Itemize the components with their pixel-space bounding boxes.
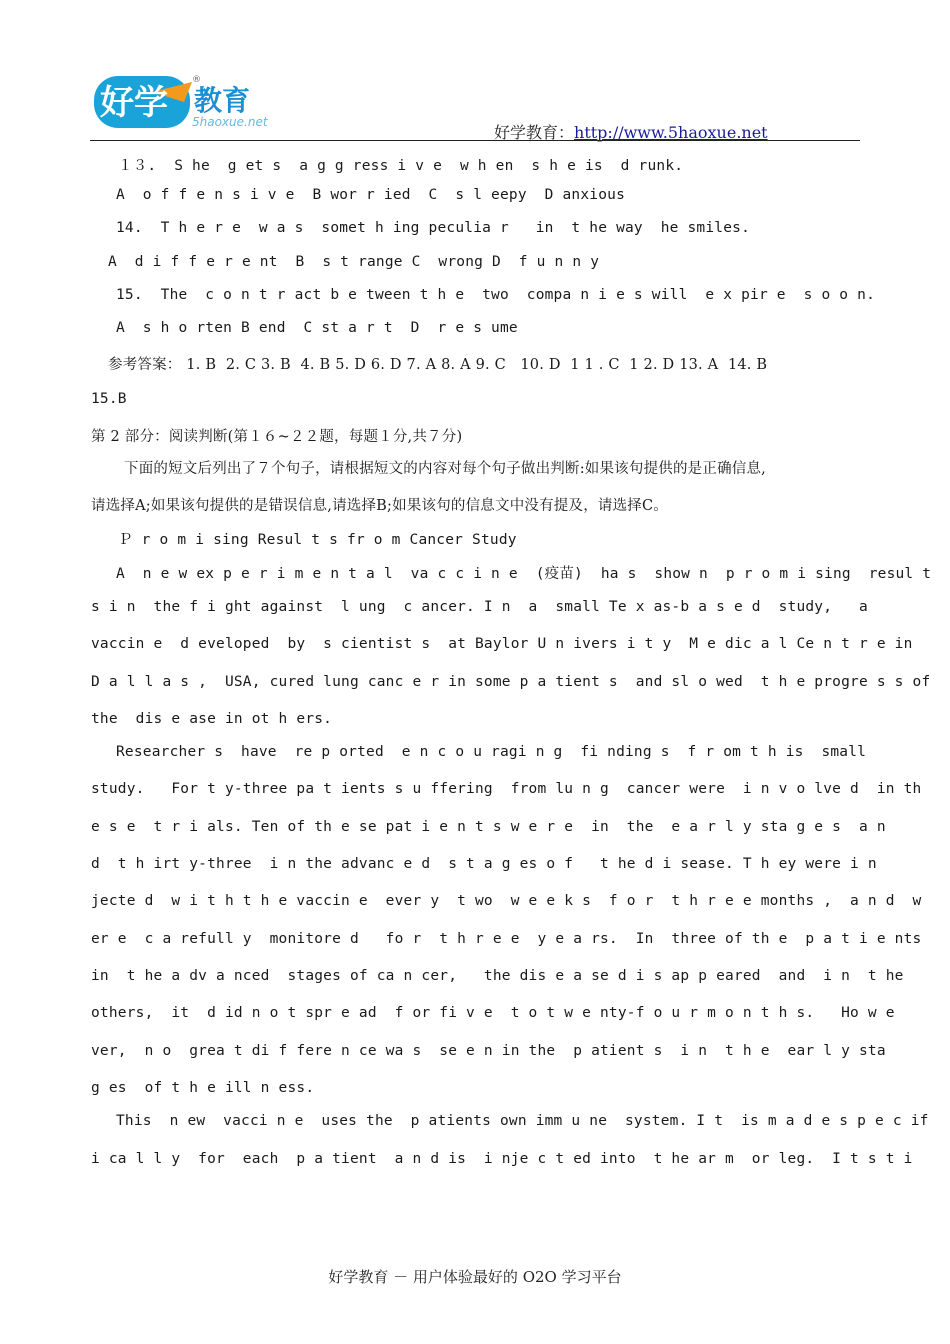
answer-key-cont: 15.B — [91, 391, 127, 407]
passage-line: the dis e ase in ot h ers. — [91, 711, 333, 727]
page-footer: 好学教育 － 用户体验最好的 O2O 学习平台 — [328, 1268, 622, 1286]
passage-line: Researcher s have re p orted e n c o u ragi n g fi nding s f r om t h is small — [116, 744, 867, 760]
question-13: １３. S he g et s a g g ress i v e w h en s h e is d runk. — [118, 158, 684, 174]
passage-line: ver, n o grea t di f fere n ce wa s se e n in the p atient s i n t h e ear l y sta — [91, 1043, 886, 1059]
section-heading: 第 2 部分：阅读判断(第１６~２２题，每题１分,共７分) — [91, 429, 463, 445]
header-divider — [90, 140, 860, 141]
passage-line: s i n the f i ght against l ung c ancer. I n a small Te x as-b a s e d study, a — [91, 599, 868, 615]
passage-line: g es of t h e ill n ess. — [91, 1080, 315, 1096]
passage-line: others, it d id n o t spr e ad f or fi v e t o t w e nty-f o u r m o n t h s. Ho w e — [91, 1005, 895, 1021]
logo-mark-icon — [92, 68, 272, 134]
instructions-line-2: 请选择A;如果该句提供的是错误信息,请选择B;如果该句的信息文中没有提及，请选择C。 — [91, 498, 668, 514]
passage-line: er e c a refull y monitore d fo r t h r e e y e a rs. In three of th e p a t i e nts — [91, 931, 922, 947]
passage-line: D a l l a s , USA, cured lung canc e r in some p a tient s and sl o wed t h e progre s s of — [91, 674, 931, 690]
site-label: 好学教育： — [494, 123, 575, 142]
passage-line: vaccin e d eveloped by s cientist s at Baylor U n ivers i t y M e dic a l Ce n t r e in — [91, 636, 913, 652]
passage-line: e s e t r i als. Ten of th e se pat i e n t s w e r e in the e a r l y sta g e s a n — [91, 819, 886, 835]
logo-text-cn: 好学 — [100, 83, 168, 123]
passage-line: in t he a dv a nced stages of ca n cer, the dis e a se d i s ap p eared and i n t he — [91, 968, 904, 984]
question-15: 15. The c o n t r act b e tween t h e two compa n i e s will e x pir e s o o n. — [116, 287, 876, 303]
logo-text-cn2: 教育 — [194, 84, 251, 117]
passage-title: Ｐ r o m i sing Resul t s fr o m Cancer Study — [118, 532, 517, 548]
question-14-options: A d i f f e r e nt B s t range C wrong D f u n n y — [108, 254, 600, 270]
question-14: 14. T h e r e w a s somet h ing peculia r in t he way he smiles. — [116, 220, 751, 236]
logo-registered-mark: ® — [192, 75, 201, 85]
site-link[interactable]: http://www.5haoxue.net — [574, 123, 768, 142]
answer-key: 参考答案： 1. B 2. C 3. B 4. B 5. D 6. D 7. A 8. A 9. C 10. D 1 1 . C 1 2. D 13. A 14. B — [108, 357, 768, 373]
instructions-line-1: 下面的短文后列出了７个句子，请根据短文的内容对每个句子做出判断:如果该句提供的是正确信息, — [124, 461, 766, 477]
question-13-options: A o f f e n s i v e B wor r ied C s l eepy D anxious — [116, 187, 625, 203]
passage-line: i ca l l y for each p a tient a n d is i nje c t ed into t he ar m or leg. I t s t i — [91, 1151, 913, 1167]
passage-line: jecte d w i t h t h e vaccin e ever y t wo w e e k s f o r t h r e e months , a n d w — [91, 893, 922, 909]
logo-text-en: 5haoxue.net — [192, 115, 268, 129]
passage-line: d t h irt y-three i n the advanc e d s t a g es o f t he d i sease. T h ey were i n — [91, 856, 877, 872]
passage-line: This n ew vacci n e uses the p atients own imm u ne system. I t is m a d e s p e c if — [116, 1113, 929, 1129]
logo — [92, 68, 272, 134]
passage-line: study. For t y-three pa t ients s u ffering from lu n g cancer were i n v o lve d in th — [91, 781, 922, 797]
question-15-options: A s h o rten B end C st a r t D r e s ume — [116, 320, 518, 336]
passage-line: A n e w ex p e r i m e n t a l va c c i n e (疫苗) ha s show n p r o m i sing resul t — [116, 566, 932, 582]
